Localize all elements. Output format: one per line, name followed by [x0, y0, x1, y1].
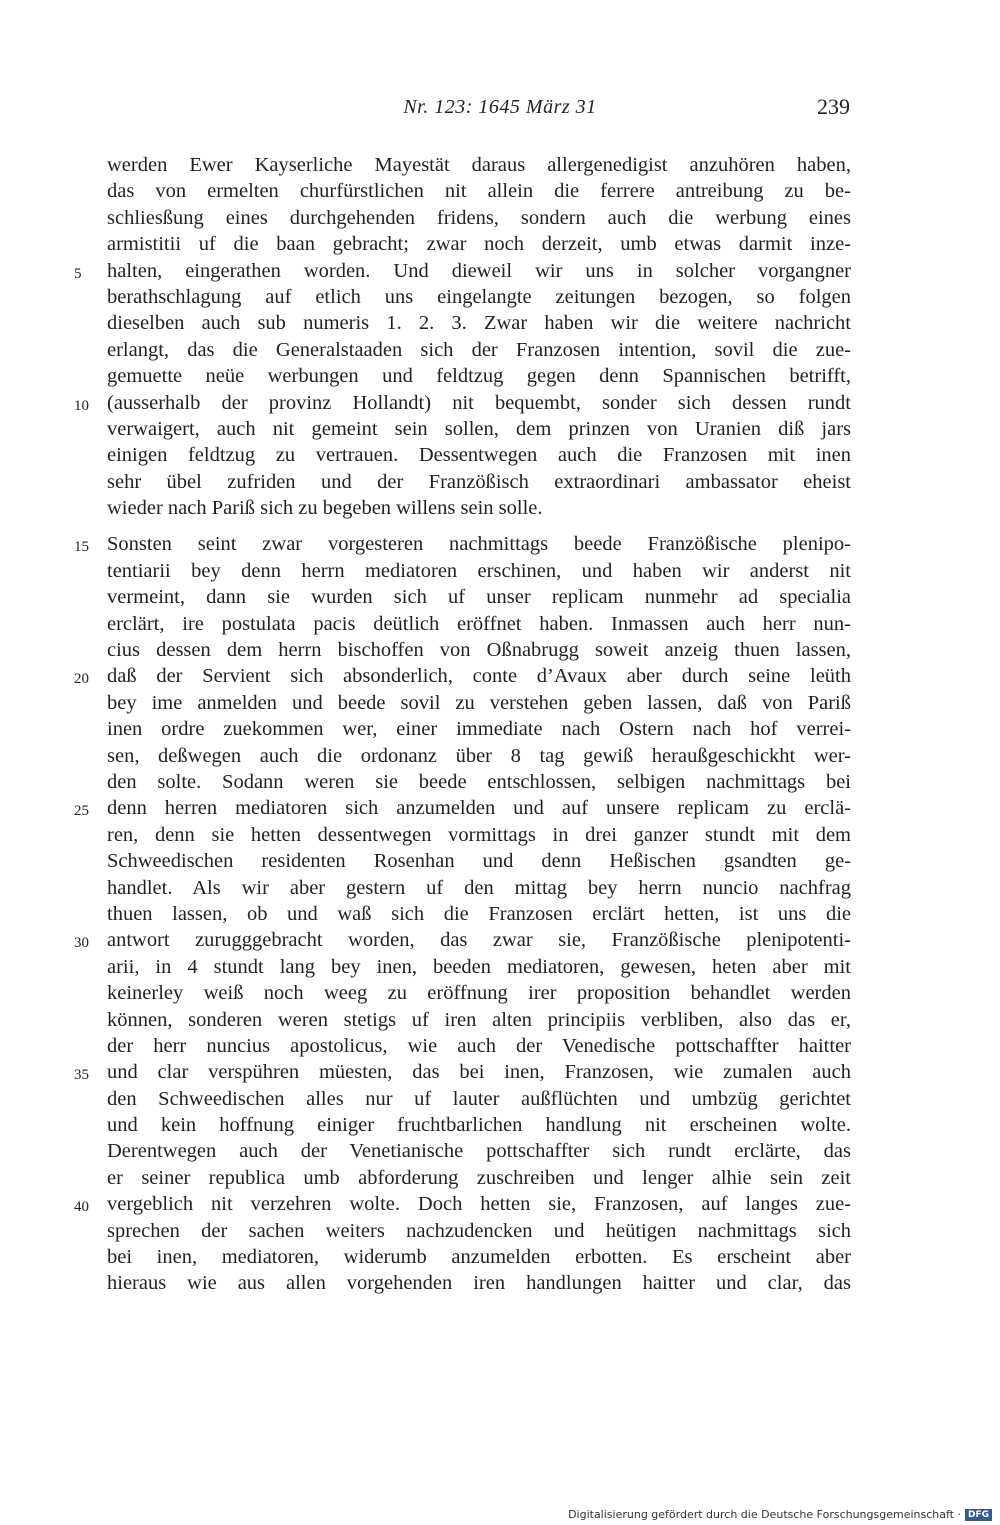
- text-line: [107, 337, 851, 363]
- text-line: [107, 716, 851, 742]
- line-text: können, sonderen weren stetigs uf iren alten principiis verbliben, also das er,: [107, 1008, 851, 1031]
- credit-text: Digitalisierung gefördert durch die Deutsche Forschungsgemeinschaft ·: [568, 1508, 961, 1521]
- line-text: ren, denn sie hetten dessentwegen vormittags in drei ganzer stundt mit dem: [107, 823, 851, 846]
- line-text: wieder nach Pariß sich zu begeben willens sein solle.: [107, 497, 543, 520]
- line-text: sen, deßwegen auch die ordonanz über 8 tag gewiß heraußgeschickht wer-: [107, 744, 851, 767]
- line-text: denn herren mediatoren sich anzumelden und auf unsere replicam zu erclä-: [107, 797, 851, 820]
- text-line: [107, 1007, 851, 1033]
- text-line: [107, 822, 851, 848]
- text-line: [107, 1086, 851, 1112]
- line-text: halten, eingerathen worden. Und dieweil wir uns in solcher vorgangner: [107, 259, 851, 282]
- line-text: (ausserhalb der provinz Hollandt) nit bequembt, sonder sich dessen rundt: [107, 391, 851, 414]
- line-text: sehr übel zufriden und der Franzößisch extraordinari ambassator eheist: [107, 470, 851, 493]
- text-line: [107, 980, 851, 1006]
- text-line: [107, 1112, 851, 1138]
- line-text: Sonsten seint zwar vorgesteren nachmittags beede Franzößische plenipo-: [107, 533, 851, 556]
- text-line: [107, 1218, 851, 1244]
- text-line: [107, 954, 851, 980]
- line-text: inen ordre zuekommen wer, einer immediate nach Ostern nach hof verrei-: [107, 718, 851, 741]
- line-text: Derentwegen auch der Venetianische pottschaffter sich rundt erclärte, das: [107, 1140, 851, 1163]
- dfg-logo: DFG: [965, 1509, 992, 1521]
- line-number: 35: [74, 1067, 89, 1084]
- text-line: [107, 901, 851, 927]
- text-line: [107, 205, 851, 231]
- line-number: 10: [74, 397, 89, 414]
- text-line: [107, 1033, 851, 1059]
- line-text: keinerley weiß noch weeg zu eröffnung irer proposition behandlet werden: [107, 982, 851, 1005]
- line-text: vermeint, dann sie wurden sich uf unser replicam nunmehr ad specialia: [107, 586, 851, 609]
- text-line: [107, 1138, 851, 1164]
- text-line: [107, 178, 851, 204]
- text-line: [107, 637, 851, 663]
- text-line: [74, 795, 851, 821]
- line-text: dieselben auch sub numeris 1. 2. 3. Zwar haben wir die weitere nachricht: [107, 312, 851, 335]
- text-line: [107, 1165, 851, 1191]
- line-text: verwaigert, auch nit gemeint sein sollen, dem prinzen von Uranien diß jars: [107, 417, 851, 440]
- text-line: [107, 848, 851, 874]
- line-number: 15: [74, 539, 89, 556]
- line-text: hieraus wie aus allen vorgehenden iren handlungen haitter und clar, das: [107, 1272, 851, 1295]
- text-line: [107, 1270, 851, 1296]
- text-line: [107, 611, 851, 637]
- line-text: schliesßung eines durchgehenden fridens, sondern auch die werbung eines: [107, 206, 851, 229]
- running-header: Nr. 123: 1645 März 31: [403, 96, 597, 118]
- line-text: das von ermelten churfürstlichen nit allein die ferrere antreibung zu be-: [107, 180, 851, 203]
- line-text: bey ime anmelden und beede sovil zu verstehen geben lassen, daß von Pariß: [107, 691, 851, 714]
- line-text: erclärt, ire postulata pacis deütlich eröffnet haben. Inmassen auch herr nun-: [107, 612, 851, 635]
- line-text: vergeblich nit verzehren wolte. Doch hetten sie, Franzosen, auf langes zue-: [107, 1193, 851, 1216]
- line-text: erlangt, das die Generalstaaden sich der Franzosen intention, sovil die zue-: [107, 338, 851, 361]
- text-line: [107, 152, 851, 178]
- line-text: sprechen der sachen weiters nachzudencken und heütigen nachmittags sich: [107, 1219, 851, 1242]
- line-text: den Schweedischen alles nur uf lauter außflüchten und umbzüg gerichtet: [107, 1087, 851, 1110]
- text-line: [107, 584, 851, 610]
- line-text: berathschlagung auf etlich uns eingelangte zeitungen bezogen, so folgen: [107, 285, 851, 308]
- text-line: [107, 875, 851, 901]
- line-text: armistitii uf die baan gebracht; zwar noch derzeit, umb etwas darmit inze-: [107, 233, 851, 256]
- line-text: gemuette neüe werbungen und feldtzug gegen denn Spannischen betrifft,: [107, 365, 851, 388]
- text-line: [74, 258, 851, 284]
- line-text: einigen feldtzug zu vertrauen. Dessentwegen auch die Franzosen mit inen: [107, 444, 851, 467]
- text-line: [107, 363, 851, 389]
- line-text: daß der Servient sich absonderlich, conte d’Avaux aber durch seine leüth: [107, 665, 851, 688]
- line-text: und clar verspühren müesten, das bei inen, Franzosen, wie zumalen auch: [107, 1061, 851, 1084]
- line-text: Schweedischen residenten Rosenhan und denn Heßischen gsandten ge-: [107, 850, 851, 873]
- line-text: antwort zurugggebracht worden, das zwar sie, Franzößische plenipotenti-: [107, 929, 851, 952]
- line-text: den solte. Sodann weren sie beede entschlossen, selbigen nachmittags bei: [107, 770, 851, 793]
- text-line: [107, 495, 851, 521]
- text-line: [107, 231, 851, 257]
- digitization-credit: [568, 1508, 992, 1521]
- line-text: der herr nuncius apostolicus, wie auch der Venedische pottschaffter haitter: [107, 1034, 851, 1057]
- text-line: [74, 1191, 851, 1217]
- line-text: werden Ewer Kayserliche Mayestät daraus allergenedigist anzuhören haben,: [107, 154, 851, 176]
- line-number: 25: [74, 803, 89, 820]
- text-line: [107, 469, 851, 495]
- text-line: [74, 390, 851, 416]
- line-text: tentiarii bey denn herrn mediatoren erschinen, und haben wir anderst nit: [107, 559, 851, 582]
- line-text: und kein hoffnung einiger fruchtbarlichen handlung nit erscheinen wolte.: [107, 1114, 851, 1137]
- text-line: [107, 558, 851, 584]
- text-line: [107, 743, 851, 769]
- text-line: [107, 1244, 851, 1270]
- text-line: [107, 284, 851, 310]
- text-line: [74, 927, 851, 953]
- text-line: [107, 690, 851, 716]
- text-line: [107, 769, 851, 795]
- line-text: arii, in 4 stundt lang bey inen, beeden mediatoren, gewesen, heten aber mit: [107, 955, 851, 978]
- line-number: 40: [74, 1199, 89, 1216]
- paragraph-gap: [107, 521, 851, 531]
- text-line: [74, 531, 851, 557]
- line-number: 20: [74, 671, 89, 688]
- line-text: bei inen, mediatoren, widerumb anzumelden erbotten. Es erscheint aber: [107, 1246, 851, 1269]
- text-line: [74, 1059, 851, 1085]
- line-number: 30: [74, 935, 89, 952]
- line-text: cius dessen dem herrn bischoffen von Oßnabrugg soweit anzeig thuen lassen,: [107, 639, 851, 662]
- text-line: [74, 663, 851, 689]
- text-line: [107, 442, 851, 468]
- text-line: [107, 310, 851, 336]
- text-line: [107, 416, 851, 442]
- line-text: er seiner republica umb abforderung zuschreiben und lenger alhie sein zeit: [107, 1166, 851, 1189]
- body-text: [74, 152, 851, 1297]
- line-number: 5: [74, 265, 82, 282]
- line-text: handlet. Als wir aber gestern uf den mittag bey herrn nuncio nachfrag: [107, 876, 851, 899]
- line-text: thuen lassen, ob und waß sich die Franzosen erclärt hetten, ist uns die: [107, 902, 851, 925]
- page-number: 239: [817, 94, 850, 119]
